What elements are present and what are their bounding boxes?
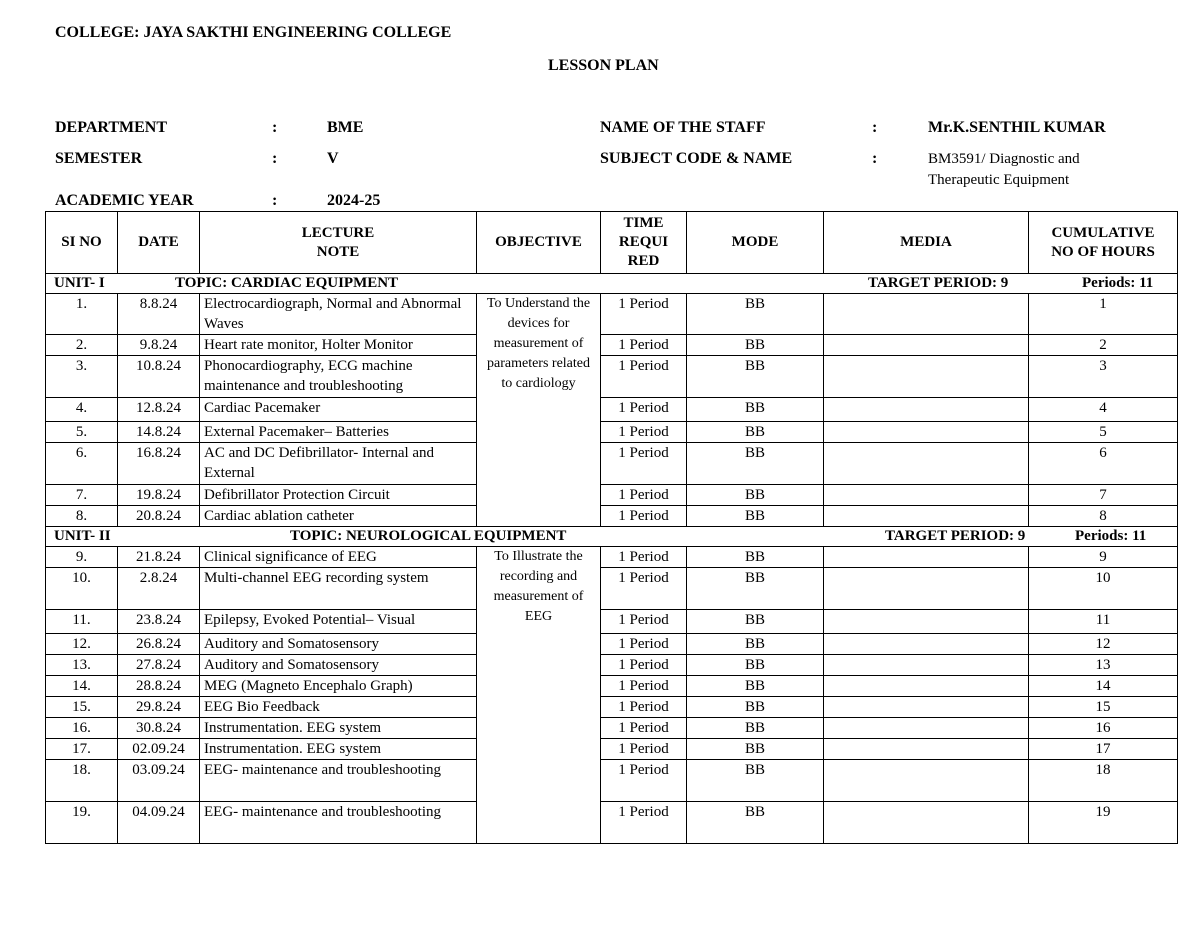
cell-slno: 11. [46,610,118,634]
cell-media [824,802,1029,844]
cell-cumulative: 18 [1029,760,1178,802]
table-row [46,356,1178,398]
table-row [46,655,1178,676]
cell-date: 12.8.24 [118,398,200,422]
cell-cumulative: 15 [1029,697,1178,718]
table-body [46,274,1178,844]
table-row [46,760,1178,802]
cell-objective: To Understand the devices for measurement of parameters related to cardiology [477,294,601,527]
semester-value: V [327,150,339,167]
header-time-required [601,212,687,274]
cell-cumulative: 8 [1029,506,1178,527]
cell-mode: BB [687,547,824,568]
table-row [46,739,1178,760]
cell-cumulative: 6 [1029,443,1178,485]
header-time-line2: REQUI [618,234,669,250]
unit-target-period: TARGET PERIOD: 9 [868,275,1009,291]
cell-date: 26.8.24 [118,634,200,655]
cell-date: 8.8.24 [118,294,200,335]
cell-lecture-note: Defibrillator Protection Circuit [200,485,477,506]
subject-value-line2: Therapeutic Equipment [928,172,1070,188]
cell-date: 28.8.24 [118,676,200,697]
subject-value-line1: BM3591/ Diagnostic and [928,151,1080,167]
cell-media [824,568,1029,610]
cell-cumulative: 16 [1029,718,1178,739]
header-cumulative [1029,212,1178,274]
cell-lecture-note: Instrumentation. EEG system [200,718,477,739]
table-row [46,506,1178,527]
cell-lecture-note: Multi-channel EEG recording system [200,568,477,610]
cell-lecture-note: Cardiac ablation catheter [200,506,477,527]
cell-date: 21.8.24 [118,547,200,568]
cell-cumulative: 1 [1029,294,1178,335]
cell-cumulative: 9 [1029,547,1178,568]
header-date: DATE [118,212,200,274]
cell-time-required: 1 Period [601,398,687,422]
cell-time-required: 1 Period [601,443,687,485]
cell-cumulative: 17 [1029,739,1178,760]
cell-time-required: 1 Period [601,294,687,335]
cell-slno: 9. [46,547,118,568]
cell-time-required: 1 Period [601,760,687,802]
cell-lecture-note: AC and DC Defibrillator- Internal and External [200,443,477,485]
cell-slno: 4. [46,398,118,422]
unit-cell [46,274,1178,294]
cell-lecture-note: EEG- maintenance and troubleshooting [200,760,477,802]
cell-mode: BB [687,506,824,527]
table-row [46,568,1178,610]
cell-time-required: 1 Period [601,422,687,443]
cell-slno: 16. [46,718,118,739]
cell-date: 16.8.24 [118,443,200,485]
table-row [46,718,1178,739]
table-row [46,443,1178,485]
cell-media [824,718,1029,739]
academic-year-label: ACADEMIC YEAR [55,192,194,209]
cell-slno: 3. [46,356,118,398]
cell-date: 23.8.24 [118,610,200,634]
cell-lecture-note: Clinical significance of EEG [200,547,477,568]
cell-mode: BB [687,335,824,356]
cell-slno: 14. [46,676,118,697]
college-name: COLLEGE: JAYA SAKTHI ENGINEERING COLLEGE [55,24,452,41]
header-cum-line2: NO OF HOURS [1051,243,1155,260]
cell-slno: 7. [46,485,118,506]
cell-time-required: 1 Period [601,697,687,718]
cell-date: 19.8.24 [118,485,200,506]
cell-slno: 15. [46,697,118,718]
cell-cumulative: 11 [1029,610,1178,634]
cell-date: 02.09.24 [118,739,200,760]
cell-mode: BB [687,655,824,676]
cell-cumulative: 19 [1029,802,1178,844]
unit-periods: Periods: 11 [1082,275,1154,291]
header-media: MEDIA [824,212,1029,274]
semester-colon: : [272,150,278,167]
cell-mode: BB [687,697,824,718]
cell-time-required: 1 Period [601,802,687,844]
table-row [46,697,1178,718]
header-time-line1: TIME [623,215,664,231]
cell-lecture-note: Epilepsy, Evoked Potential– Visual [200,610,477,634]
cell-time-required: 1 Period [601,739,687,760]
header-time-line3: RED [627,253,660,269]
cell-mode: BB [687,485,824,506]
cell-mode: BB [687,610,824,634]
cell-slno: 1. [46,294,118,335]
cell-slno: 13. [46,655,118,676]
cell-time-required: 1 Period [601,676,687,697]
cell-media [824,634,1029,655]
cell-media [824,422,1029,443]
cell-cumulative: 2 [1029,335,1178,356]
cell-time-required: 1 Period [601,655,687,676]
cell-mode: BB [687,760,824,802]
cell-lecture-note: Electrocardiograph, Normal and Abnormal Waves [200,294,477,335]
cell-slno: 6. [46,443,118,485]
cell-cumulative: 4 [1029,398,1178,422]
table-row [46,802,1178,844]
header-lecture-line1: LECTURE [301,224,375,241]
cell-media [824,485,1029,506]
cell-lecture-note: MEG (Magneto Encephalo Graph) [200,676,477,697]
cell-time-required: 1 Period [601,718,687,739]
subject-colon: : [872,150,878,167]
cell-time-required: 1 Period [601,335,687,356]
staff-value: Mr.K.SENTHIL KUMAR [928,119,1106,136]
unit-periods: Periods: 11 [1075,528,1147,544]
document-title: LESSON PLAN [548,57,659,74]
cell-mode: BB [687,676,824,697]
cell-media [824,655,1029,676]
cell-lecture-note: External Pacemaker– Batteries [200,422,477,443]
cell-lecture-note: Instrumentation. EEG system [200,739,477,760]
cell-media [824,547,1029,568]
table-row [46,294,1178,335]
cell-lecture-note: EEG Bio Feedback [200,697,477,718]
cell-time-required: 1 Period [601,547,687,568]
cell-slno: 2. [46,335,118,356]
cell-cumulative: 13 [1029,655,1178,676]
table-row [46,547,1178,568]
cell-time-required: 1 Period [601,568,687,610]
header-cum-line1: CUMULATIVE [1051,224,1155,241]
table-row [46,610,1178,634]
table-row [46,485,1178,506]
cell-cumulative: 7 [1029,485,1178,506]
cell-time-required: 1 Period [601,356,687,398]
unit-topic: TOPIC: NEUROLOGICAL EQUIPMENT [290,528,567,544]
staff-colon: : [872,119,878,136]
department-label: DEPARTMENT [55,119,168,136]
cell-mode: BB [687,443,824,485]
cell-media [824,356,1029,398]
cell-date: 10.8.24 [118,356,200,398]
cell-lecture-note: Phonocardiography, ECG machine maintenance and troubleshooting [200,356,477,398]
table-row [46,422,1178,443]
table-row [46,676,1178,697]
header-slno: SI NO [46,212,118,274]
unit-cell [46,527,1178,547]
header-mode: MODE [687,212,824,274]
cell-lecture-note: Auditory and Somatosensory [200,634,477,655]
unit-target-period: TARGET PERIOD: 9 [885,528,1026,544]
header-lecture-note [200,212,477,274]
cell-lecture-note: Heart rate monitor, Holter Monitor [200,335,477,356]
staff-label: NAME OF THE STAFF [600,119,766,136]
semester-label: SEMESTER [55,150,143,167]
cell-media [824,760,1029,802]
cell-media [824,610,1029,634]
cell-date: 14.8.24 [118,422,200,443]
cell-media [824,739,1029,760]
cell-mode: BB [687,568,824,610]
cell-objective: To Illustrate the recording and measurement of EEG [477,547,601,844]
cell-date: 30.8.24 [118,718,200,739]
cell-date: 29.8.24 [118,697,200,718]
cell-date: 04.09.24 [118,802,200,844]
unit-row-unit1 [46,274,1178,294]
unit-row-unit2 [46,527,1178,547]
cell-time-required: 1 Period [601,506,687,527]
cell-lecture-note: EEG- maintenance and troubleshooting [200,802,477,844]
cell-mode: BB [687,739,824,760]
subject-label: SUBJECT CODE & NAME [600,150,793,167]
cell-date: 2.8.24 [118,568,200,610]
cell-lecture-note: Cardiac Pacemaker [200,398,477,422]
cell-date: 27.8.24 [118,655,200,676]
cell-media [824,335,1029,356]
cell-mode: BB [687,718,824,739]
cell-cumulative: 5 [1029,422,1178,443]
academic-year-value: 2024-25 [327,192,381,209]
table-header-row [46,212,1178,274]
cell-slno: 5. [46,422,118,443]
cell-slno: 10. [46,568,118,610]
cell-mode: BB [687,802,824,844]
department-value: BME [327,119,364,136]
table-row [46,634,1178,655]
cell-time-required: 1 Period [601,634,687,655]
cell-slno: 18. [46,760,118,802]
cell-media [824,398,1029,422]
cell-cumulative: 12 [1029,634,1178,655]
cell-mode: BB [687,294,824,335]
cell-mode: BB [687,398,824,422]
unit-label: UNIT- I [54,275,105,291]
cell-media [824,676,1029,697]
unit-topic: TOPIC: CARDIAC EQUIPMENT [175,275,399,291]
cell-slno: 8. [46,506,118,527]
cell-cumulative: 10 [1029,568,1178,610]
academic-year-colon: : [272,192,278,209]
lesson-plan-table [45,211,1178,844]
cell-mode: BB [687,422,824,443]
cell-slno: 19. [46,802,118,844]
header-lecture-line2: NOTE [316,243,360,260]
cell-mode: BB [687,356,824,398]
header-objective: OBJECTIVE [477,212,601,274]
cell-media [824,697,1029,718]
cell-date: 20.8.24 [118,506,200,527]
cell-mode: BB [687,634,824,655]
unit-label: UNIT- II [54,528,111,544]
cell-lecture-note: Auditory and Somatosensory [200,655,477,676]
cell-media [824,294,1029,335]
cell-time-required: 1 Period [601,610,687,634]
cell-slno: 12. [46,634,118,655]
table-row [46,398,1178,422]
cell-slno: 17. [46,739,118,760]
cell-cumulative: 3 [1029,356,1178,398]
table-row [46,335,1178,356]
cell-time-required: 1 Period [601,485,687,506]
cell-media [824,506,1029,527]
cell-date: 03.09.24 [118,760,200,802]
cell-media [824,443,1029,485]
cell-date: 9.8.24 [118,335,200,356]
department-colon: : [272,119,278,136]
cell-cumulative: 14 [1029,676,1178,697]
